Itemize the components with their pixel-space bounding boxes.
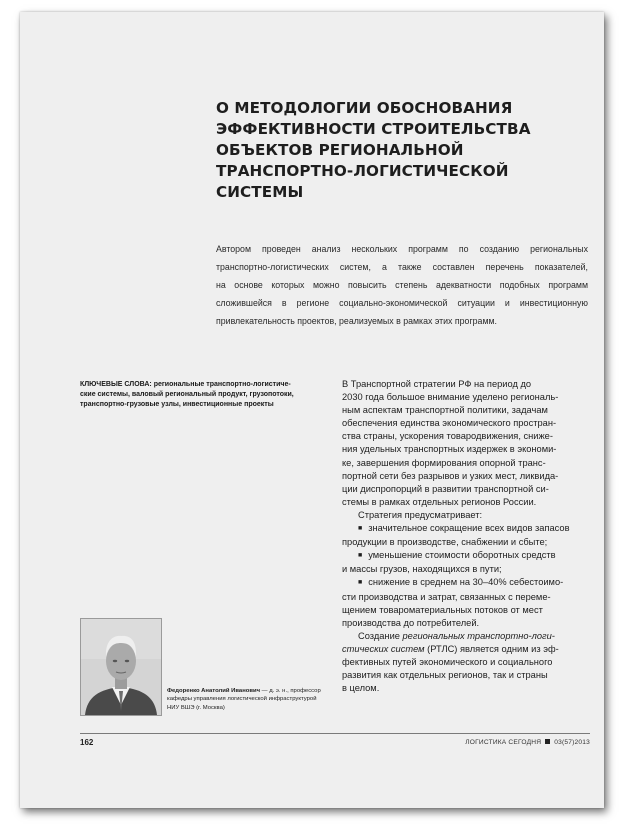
body-line — [342, 643, 590, 656]
body-italic-run: региональных транспортно-логи- — [402, 630, 555, 641]
abstract-line: сложившейся в регионе социально-экономической ситуации и инвестиционную — [216, 298, 588, 308]
body-line: портной сети без разрывов и узких мест, ликвида- — [342, 470, 559, 481]
abstract-line: на основе которых можно повысить степень адекватности подобных программ — [216, 280, 588, 290]
author-photo — [80, 618, 162, 716]
author-portrait-icon — [81, 619, 161, 715]
body-line: ства страны, ускорения товародвижения, сниже- — [342, 431, 553, 442]
abstract-line: привлекательность проектов, реализуемых в рамках этих программ. — [216, 316, 497, 326]
article-abstract — [216, 240, 588, 330]
title-line: СИСТЕМЫ — [216, 183, 304, 201]
body-line: ным аспектам транспортной политики, задачам — [342, 405, 548, 416]
body-line: производства до потребителей. — [342, 617, 480, 628]
title-line: ЭФФЕКТИВНОСТИ СТРОИТЕЛЬСТВА — [216, 120, 531, 138]
page-number: 162 — [80, 738, 94, 747]
body-line: 2030 года большое внимание уделено региональ- — [342, 392, 559, 403]
body-line: В Транспортной стратегии РФ на период до — [342, 379, 532, 389]
body-text-run: (РТЛС) является одним из эф- — [424, 643, 559, 654]
journal-name: ЛОГИСТИКА СЕГОДНЯ — [465, 739, 542, 746]
body-italic-run: стических систем — [342, 643, 425, 654]
body-line: и массы грузов, находящихся в пути; — [342, 564, 502, 575]
body-line: ния удельных транспортных издержек в экономи- — [342, 444, 557, 455]
body-line: Стратегия предусматривает: — [358, 509, 483, 520]
bullet-line: ■ снижение в среднем на 30–40% себестоимо- — [342, 576, 590, 590]
title-line: О МЕТОДОЛОГИИ ОБОСНОВАНИЯ — [216, 99, 513, 117]
body-line: ке, завершения формирования опорной транс- — [342, 457, 546, 468]
body-line: ции диспропорций в развитии транспортной си- — [342, 483, 549, 494]
body-line: щением товароматериальных потоков от мест — [342, 604, 543, 615]
body-line: стемы в рамках отдельных регионов России. — [342, 496, 537, 507]
abstract-line: транспортно-логистических систем, а также составлен перечень показателей, — [216, 262, 588, 272]
author-name: Федоренко Анатолий Иванович — [167, 688, 261, 694]
author-info — [167, 687, 337, 712]
keywords-line: КЛЮЧЕВЫЕ СЛОВА: региональные транспортно-логистиче- — [80, 381, 291, 388]
journal-page — [20, 12, 604, 808]
abstract-line: Автором проведен анализ нескольких программ по созданию региональных — [216, 244, 588, 254]
body-line — [342, 630, 590, 643]
article-title — [216, 98, 556, 203]
footer-divider — [80, 733, 590, 734]
keywords-block — [80, 380, 320, 411]
author-line: кафедры управления логистической инфраструктурой — [167, 696, 317, 703]
body-line: сти производства и затрат, связанных с переме- — [342, 591, 551, 602]
body-line: фективных путей экономического и социального — [342, 656, 553, 667]
keywords-line: транспортно-грузовые узлы, инвестиционные проекты — [80, 401, 274, 409]
article-body — [342, 378, 590, 695]
body-line: в целом. — [342, 683, 380, 694]
bullet-line: ■ значительное сокращение всех видов запасов — [342, 522, 590, 536]
square-bullet-icon — [545, 739, 550, 744]
journal-footer — [465, 739, 590, 746]
author-line — [167, 687, 337, 695]
body-text-run: Создание — [358, 630, 403, 641]
body-line: продукции в производстве, снабжении и сбыте; — [342, 537, 548, 548]
keywords-line: ские системы, валовый региональный продукт, грузопотоки, — [80, 391, 294, 399]
author-degree: — д. э. н., профессор — [260, 688, 321, 694]
body-line: обеспечения единства экономического простран- — [342, 418, 557, 429]
author-line: НИУ ВШЭ (г. Москва) — [167, 704, 225, 711]
title-line: ОБЪЕКТОВ РЕГИОНАЛЬНОЙ — [216, 141, 464, 159]
bullet-line: ■ уменьшение стоимости оборотных средств — [342, 549, 590, 563]
journal-issue: 03(57)2013 — [554, 739, 590, 746]
body-line: развития как отдельных регионов, так и страны — [342, 670, 548, 681]
title-line: ТРАНСПОРТНО-ЛОГИСТИЧЕСКОЙ — [216, 162, 509, 180]
